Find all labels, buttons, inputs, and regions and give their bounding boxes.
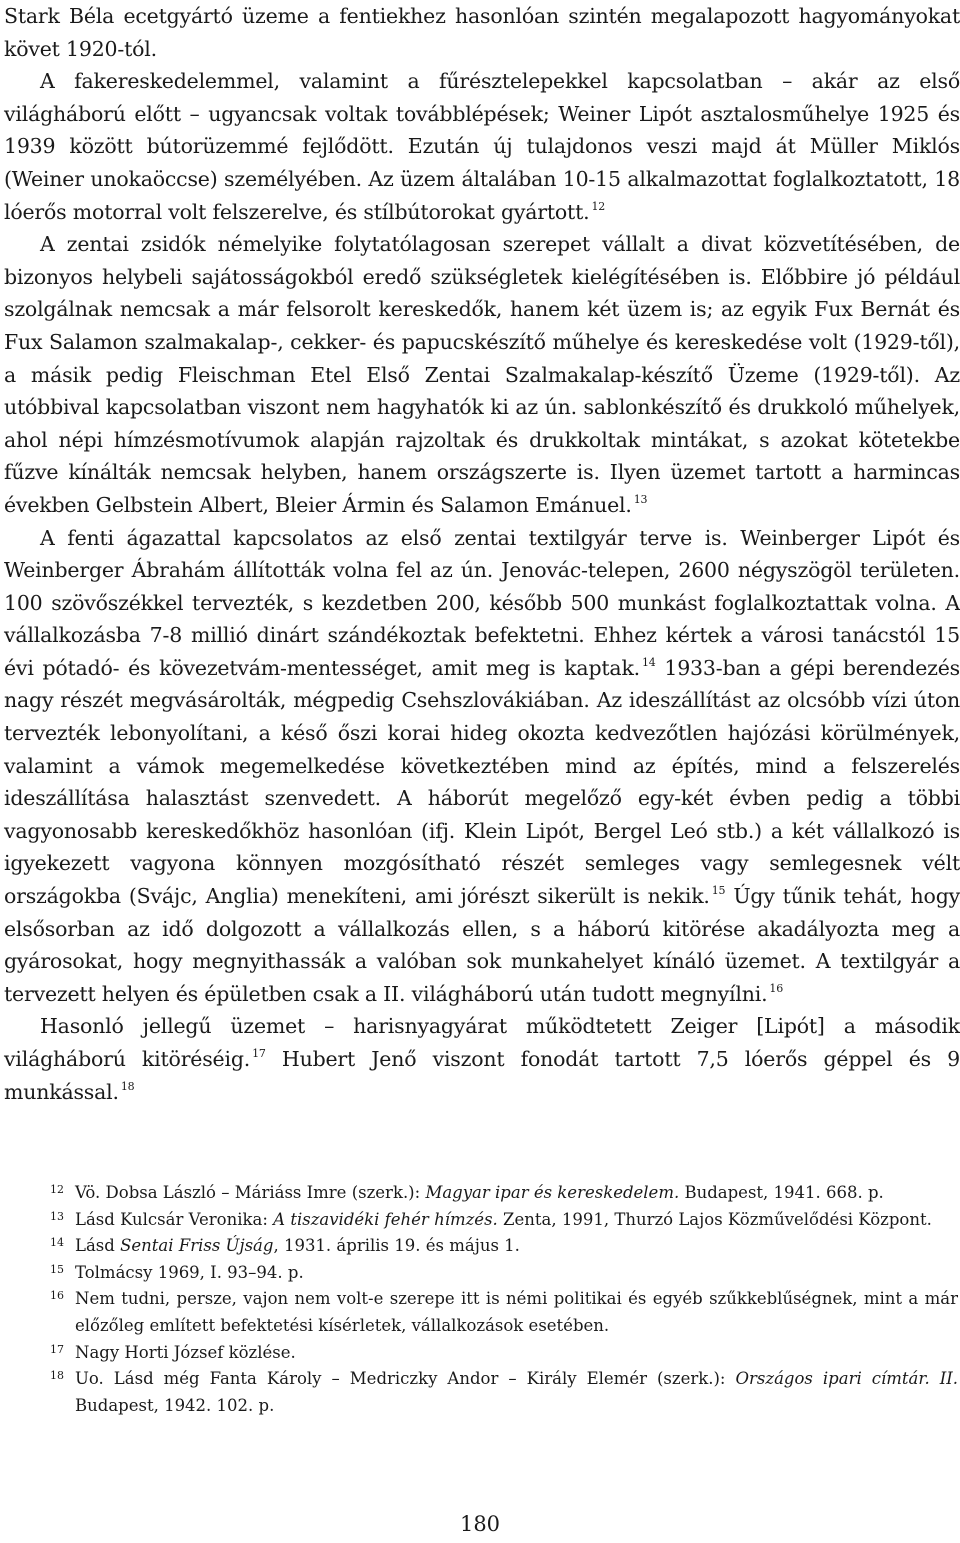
footnote [50,1180,958,1207]
footnote [50,1260,958,1287]
footnote-text-part: Budapest, 1942. 102. p. [75,1395,275,1415]
document-page [4,0,960,1108]
footnote-reference: 18 [120,1079,135,1093]
footnote-text-part: Tolmácsy 1969, I. 93–94. p. [75,1262,304,1282]
paragraph-text: Úgy tűnik tehát, hogy elsősorban az idő dolgozott a vállalkozás ellen, s a háború kitörése akadályozta meg a gyárosokat, hogy megnyithassák a valóban sok munkahelyet kínáló üzemet. A textilgyár a tervezett helyen és épületben csak a II. világháború után tudott megnyílni. [4,884,960,1006]
footnote-text-part: Nagy Horti József közlése. [75,1342,296,1362]
footnote-reference: 17 [252,1047,266,1060]
footnote-reference: 14 [641,655,656,669]
footnote [50,1233,958,1260]
paragraph-text: A fenti ágazattal kapcsolatos az első zentai textilgyár terve is. Weinberger Lipót és Weinberger Ábrahám állították volna fel az ún. Jenovác-telepen, 2600 négyszögöl területen. 100 szövőszékkel tervezték, s kezdetben 200, később 500 munkást foglalkoztattak volna. A vállalkozásba 7-8 millió dinárt szándékoztak befektetni. Ehhez kértek a városi tanácstól 15 évi pótadó- és kövezetvám-mentességet, amit meg is kaptak. [4,525,960,680]
footnote-text [75,1289,958,1335]
footnote-text [75,1236,520,1255]
footnote-text-part: Nem tudni, persze, vajon nem volt-e szerepe itt is némi politikai és egyéb szűkkeblűségnek, mint a már előzőleg említett befektetési kísérletek, vállalkozások esetében. [75,1289,958,1335]
footnote-title-italic: Magyar ipar és kereskedelem. [425,1183,680,1202]
paragraph-text: A zentai zsidók némelyike folytatólagosan szerepet vállalt a divat közvetítésében, de bizonyos helybeli sajátosságokból eredő szükségletek kielégítésében is. Előbbire jó például szolgálnak nemcsak a már felsorolt kereskedők, hanem két üzem is; az egyik Fux Bernát és Fux Salamon szalmakalap-, cekker- és papucskészítő műhelye és kereskedése volt (1929-től), a másik pedig Fleischman Etel Első Zentai Szalmakalap-készítő Üzeme (1929-től). Az utóbbival kapcsolatban viszont nem hagyhatók ki az ún. sablonkészítő és drukkoló műhelyek, ahol népi hímzésmotívumok alapján rajzoltak és drukkoltak mintákat, s azokat kötetekbe fűzve kínálták nemcsak helyben, hanem országszerte is. Ilyen üzemet tartott a harmincas években Gelbstein Albert, Bleier Ármin és Salamon Emánuel. [4,232,960,517]
body-paragraph [4,522,960,1011]
footnote-number: 13 [50,1209,64,1223]
footnote-number: 12 [50,1183,64,1196]
footnote-number: 14 [50,1236,64,1250]
footnote-title-italic: A tiszavidéki fehér hímzés. [273,1209,498,1229]
paragraph-text: A fakereskedelemmel, valamint a fűrésztelepekkel kapcsolatban – akár az első világháború előtt – ugyancsak voltak továbblépések; Weiner Lipót asztalosműhelye 1925 és 1939 között bútorüzemmé fejlődött. Ezután új tulajdonos veszi majd át Müller Miklós (Weiner unokaöccse) személyében. Az üzem általában 10-15 alkalmazottat foglalkoztatott, 18 lóerős motorral volt felszerelve, és stílbútorokat gyártott. [4,69,960,224]
footnote-reference: 13 [633,492,648,506]
footnote [50,1340,958,1367]
footnote-text-part: , 1931. április 19. és május 1. [273,1236,520,1256]
footnote-text [75,1343,296,1362]
footnote-text-part: Uo. Lásd még Fanta Károly – Medriczky Andor – Király Elemér (szerk.): [75,1369,736,1389]
body-paragraph [4,1010,960,1108]
footnote-number: 18 [50,1369,64,1383]
footnote [50,1366,958,1419]
footnote-title-italic: Országos ipari címtár. II. [735,1369,958,1389]
paragraph-text: Hubert Jenő viszont fonodát tartott 7,5 lóerős géppel és 9 munkással. [4,1047,960,1104]
footnote [50,1207,958,1234]
footnote-text-part: Lásd [75,1236,121,1256]
footnote-text [75,1183,884,1202]
paragraph-text: 1933-ban a gépi berendezés nagy részét megvásárolták, mégpedig Csehszlovákiában. Az ideszállítást az olcsóbb vízi úton tervezték lebonyolítani, a késő őszi korai hideg okozta kedvezőtlen hajózási körülmények, valamint a vámok megemelkedése következtében mind az építés, mind a felszerelés ideszállítása halasztást szenvedett. A háborút megelőző egy-két évben pedig a többi vagyonosabb kereskedőkhöz hasonlóan (ifj. Klein Lipót, Bergel Leó stb.) a két vállalkozó is igyekezett vagyona könnyen mozgósítható részét semleges vagy semlegesnek vélt országokba (Svájc, Anglia) menekíteni, ami jórészt sikerült is nekik. [4,655,960,909]
footnote [50,1286,958,1339]
footnote-text-part: Lásd Kulcsár Veronika: [75,1209,274,1229]
body-text [4,0,960,1108]
footnote-text-part: Budapest, 1941. 668. p. [679,1183,884,1202]
footnote-reference: 16 [769,981,783,995]
footnote-number: 16 [50,1289,64,1303]
footnote-title-italic: Sentai Friss Újság [120,1236,274,1256]
footnote-text [75,1263,304,1282]
footnote-reference: 12 [591,199,606,213]
footnote-reference: 15 [711,884,726,898]
footnote-text [75,1369,958,1415]
body-paragraph [4,0,960,65]
footnote-text [75,1210,932,1229]
footnotes-section [50,1180,958,1419]
body-paragraph [4,65,960,228]
footnote-number: 17 [50,1342,64,1356]
footnote-text-part: Vö. Dobsa László – Máriáss Imre (szerk.): [75,1183,426,1202]
page-number: 180 [459,1512,501,1536]
paragraph-text: Hasonló jellegű üzemet – harisnyagyárat működtetett Zeiger [Lipót] a második világháború kitöréséig. [4,1014,960,1071]
body-paragraph [4,228,960,521]
paragraph-text: Stark Béla ecetgyártó üzeme a fentiekhez hasonlóan szintén megalapozott hagyományokat követ 1920-tól. [4,4,960,61]
footnote-number: 15 [50,1262,64,1276]
footnote-text-part: Zenta, 1991, Thurzó Lajos Közművelődési Központ. [497,1209,932,1229]
